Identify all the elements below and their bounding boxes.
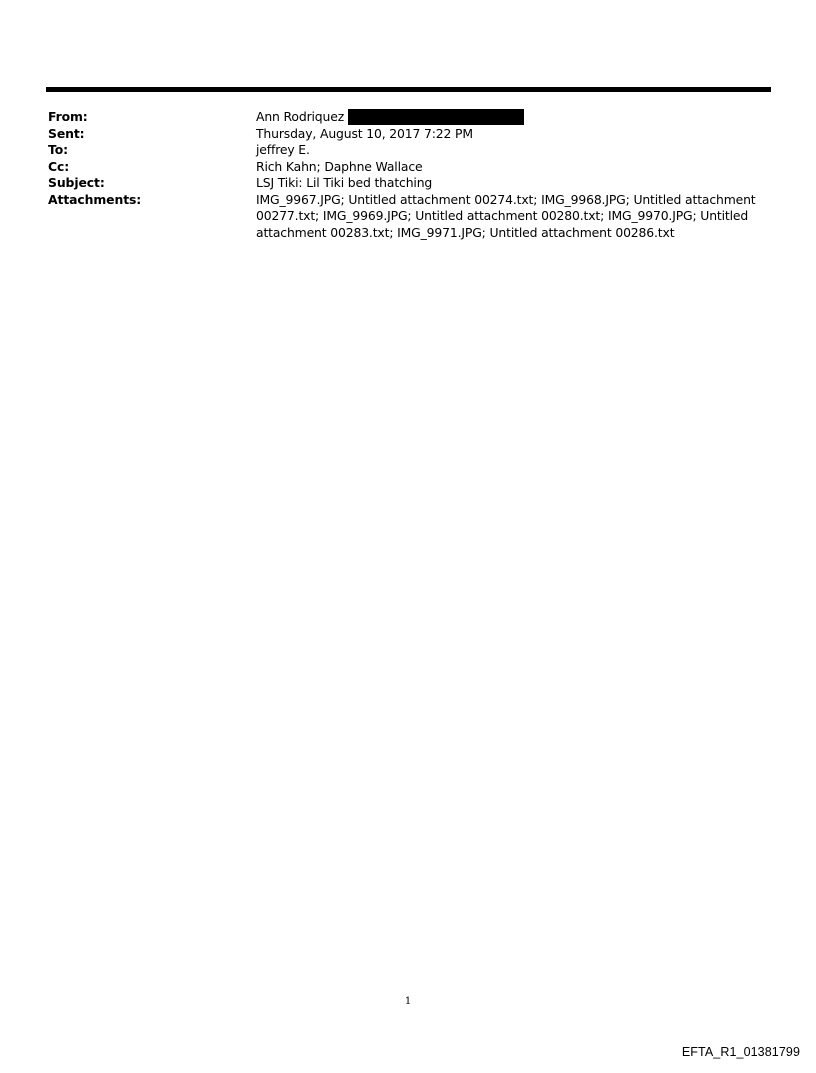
- email-header: [48, 109, 768, 241]
- sent-row: [48, 126, 768, 143]
- sender-name: Ann Rodriquez: [256, 109, 345, 124]
- cc-label: Cc:: [48, 158, 70, 174]
- from-label: From:: [48, 109, 88, 124]
- from-value: [256, 109, 768, 126]
- redaction-block: [348, 109, 524, 125]
- page-number: 1: [404, 996, 412, 1007]
- sent-label: Sent:: [48, 125, 85, 141]
- to-value: jeffrey E.: [256, 142, 310, 157]
- subject-row: [48, 175, 768, 192]
- subject-value: LSJ Tiki: Lil Tiki bed thatching: [256, 175, 433, 190]
- cc-row: [48, 159, 768, 176]
- to-label: To:: [48, 142, 68, 157]
- from-row: [48, 109, 768, 126]
- cc-value: Rich Kahn; Daphne Wallace: [256, 158, 423, 174]
- subject-label: Subject:: [48, 175, 105, 190]
- header-divider: [46, 87, 771, 92]
- to-row: [48, 142, 768, 159]
- attachments-label: Attachments:: [48, 191, 142, 207]
- sent-value: Thursday, August 10, 2017 7:22 PM: [256, 125, 473, 141]
- bates-number: EFTA_R1_01381799: [681, 1045, 800, 1059]
- attachments-row: [48, 192, 768, 242]
- attachments-value: IMG_9967.JPG; Untitled attachment 00274.txt; IMG_9968.JPG; Untitled attachment 00277.txt; IMG_9969.JPG; Untitled attachment 00280.txt; IMG_9970.JPG; Untitled attachment 00283.txt; IMG_9971.JPG; Untitled attachment 00286.txt: [256, 191, 756, 240]
